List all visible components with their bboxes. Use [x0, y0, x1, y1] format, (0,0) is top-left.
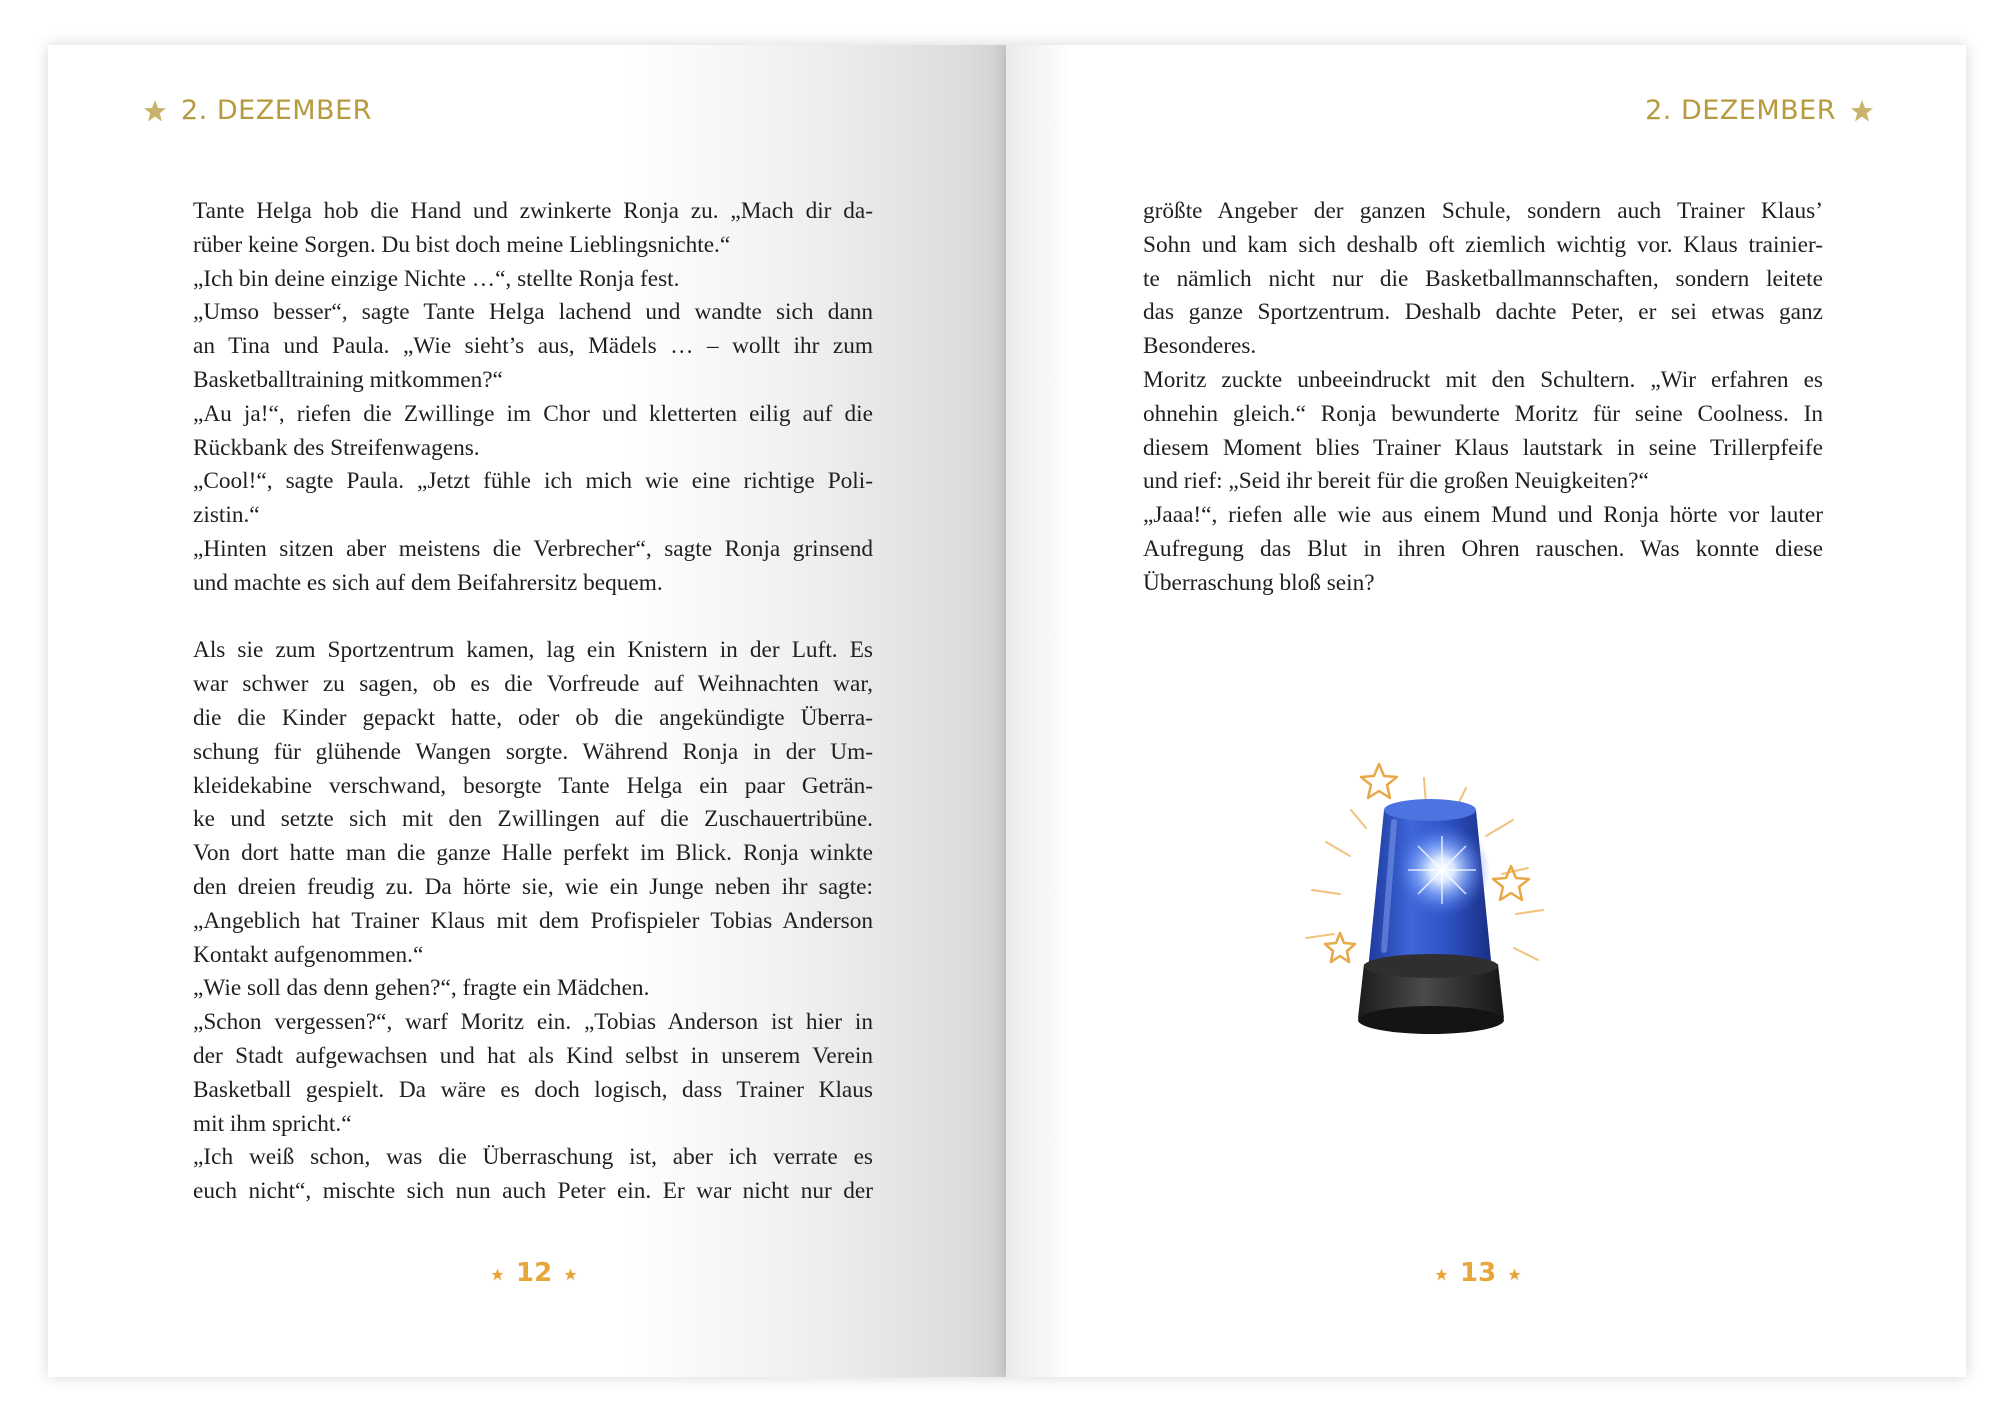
text-line: die die Kinder gepackt hatte, oder ob die angekündigte Überra- [193, 704, 873, 731]
text-line: das ganze Sportzentrum. Deshalb dachte Peter, er sei etwas ganz [1143, 299, 1823, 326]
text-line: Sohn und kam sich deshalb oft ziemlich wichtig vor. Klaus trainier- [1143, 231, 1823, 258]
star-icon [1850, 99, 1874, 123]
text-line: „Hinten sitzen aber meistens die Verbrecher“, sagte Ronja grinsend [193, 535, 873, 562]
star-icon [491, 1258, 504, 1288]
body-text-left [193, 195, 873, 1209]
text-line: Aufregung das Blut in ihren Ohren rauschen. Was konnte diese [1143, 535, 1823, 562]
text-line: „Ich bin deine einzige Nichte …“, stellte Ronja fest. [193, 265, 680, 292]
text-line: zistin.“ [193, 502, 260, 529]
text-line: an Tina und Paula. „Wie sieht’s aus, Mädels … – wollt ihr zum [193, 333, 873, 360]
right-page [1006, 45, 1966, 1377]
text-line: te nämlich nicht nur die Basketballmannschaften, sondern leitete [1143, 265, 1823, 292]
text-line: kleidekabine verschwand, besorgte Tante Helga ein paar Geträn- [193, 772, 873, 799]
text-line: „Schon vergessen?“, warf Moritz ein. „Tobias Anderson ist hier in [193, 1009, 873, 1036]
text-line: schung für glühende Wangen sorgte. Während Ronja in der Um- [193, 738, 873, 765]
page-number-right [1435, 1258, 1521, 1288]
star-icon [564, 1258, 577, 1288]
page-number-left [491, 1258, 577, 1288]
text-line: war schwer zu sagen, ob es die Vorfreude auf Weihnachten war, [193, 671, 873, 698]
text-line: Als sie zum Sportzentrum kamen, lag ein Knistern in der Luft. Es [193, 637, 873, 664]
text-line: Besonderes. [1143, 333, 1257, 360]
page-number: 12 [516, 1258, 553, 1288]
text-line: diesem Moment blies Trainer Klaus lautstark in seine Trillerpfeife [1143, 434, 1823, 461]
text-line: „Umso besser“, sagte Tante Helga lachend und wandte sich dann [193, 299, 873, 326]
text-line: Tante Helga hob die Hand und zwinkerte Ronja zu. „Mach dir da- [193, 198, 873, 224]
text-line: der Stadt aufgewachsen und hat als Kind selbst in unserem Verein [193, 1042, 873, 1069]
text-line: „Au ja!“, riefen die Zwillinge im Chor und kletterten eilig auf die [193, 400, 873, 427]
text-line: und rief: „Seid ihr bereit für die großen Neuigkeiten?“ [1143, 468, 1649, 495]
text-line: „Ich weiß schon, was die Überraschung ist, aber ich verrate es [193, 1144, 873, 1171]
text-line: Basketballtraining mitkommen?“ [193, 366, 503, 393]
body-text-right [1143, 195, 1823, 601]
text-line: Moritz zuckte unbeeindruckt mit den Schultern. „Wir erfahren es [1143, 366, 1823, 393]
star-icon [143, 99, 167, 123]
text-line: mit ihm spricht.“ [193, 1110, 352, 1137]
text-line: „Jaaa!“, riefen alle wie aus einem Mund und Ronja hörte vor lauter [1143, 502, 1823, 529]
text-line: ohnehin gleich.“ Ronja bewunderte Moritz für seine Coolness. In [1143, 400, 1823, 427]
text-line: Überraschung bloß sein? [1143, 569, 1375, 596]
chapter-header-left [143, 95, 372, 126]
text-line: Kontakt aufgenommen.“ [193, 941, 424, 968]
text-line: „Cool!“, sagte Paula. „Jetzt fühle ich mich wie eine richtige Poli- [193, 468, 873, 495]
text-line: rüber keine Sorgen. Du bist doch meine Lieblingsnichte.“ [193, 231, 731, 258]
text-line: und machte es sich auf dem Beifahrersitz bequem. [193, 569, 663, 596]
police-siren-illustration [1266, 750, 1596, 1115]
left-page [48, 45, 1006, 1377]
paragraph-break [193, 601, 873, 635]
text-line: „Angeblich hat Trainer Klaus mit dem Profispieler Tobias Anderson [193, 907, 873, 934]
chapter-header-right [1645, 95, 1874, 126]
text-line: den dreien freudig zu. Da hörte sie, wie ein Junge neben ihr sagte: [193, 873, 873, 900]
text-line: Basketball gespielt. Da wäre es doch logisch, dass Trainer Klaus [193, 1076, 873, 1103]
star-icon [1508, 1258, 1521, 1288]
text-line: größte Angeber der ganzen Schule, sondern auch Trainer Klaus’ [1143, 198, 1823, 224]
chapter-title: 2. DEZEMBER [1645, 95, 1836, 126]
text-line: Von dort hatte man die ganze Halle perfekt im Blick. Ronja winkte [193, 840, 873, 867]
text-line: ke und setzte sich mit den Zwillingen auf die Zuschauertribüne. [193, 806, 873, 833]
page-number: 13 [1460, 1258, 1497, 1288]
text-line: euch nicht“, mischte sich nun auch Peter ein. Er war nicht nur der [193, 1178, 873, 1205]
chapter-title: 2. DEZEMBER [181, 95, 372, 126]
text-line: Rückbank des Streifenwagens. [193, 434, 480, 461]
text-line: „Wie soll das denn gehen?“, fragte ein Mädchen. [193, 975, 650, 1002]
star-icon [1435, 1258, 1448, 1288]
